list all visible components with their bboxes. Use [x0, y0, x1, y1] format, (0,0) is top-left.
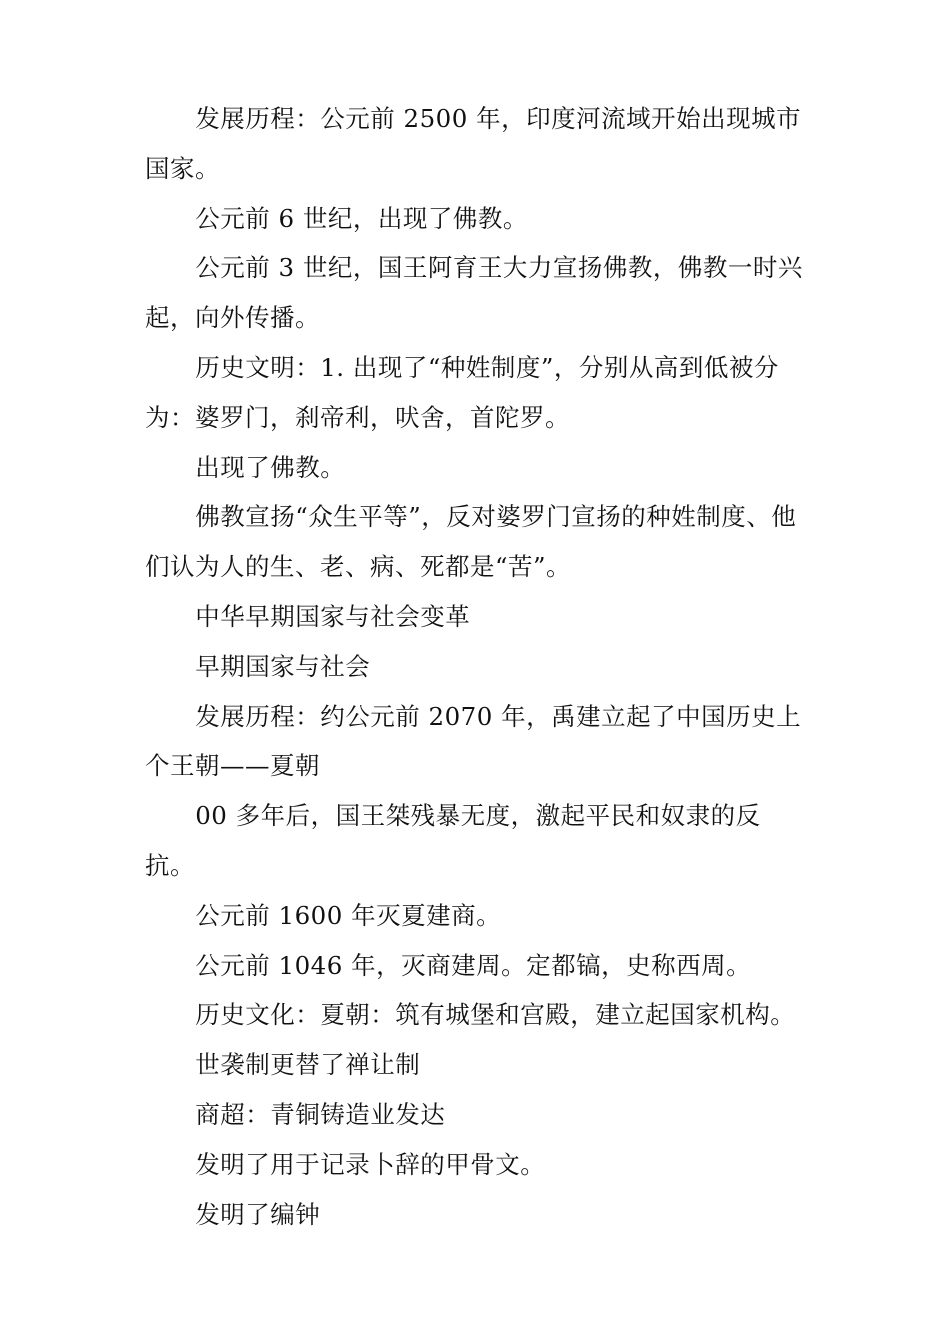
paragraph: 公元前 1046 年，灭商建周。定都镐，史称西周。	[195, 950, 752, 980]
document-body	[145, 94, 810, 1239]
paragraph: 佛教宣扬“众生平等”，反对婆罗门宣扬的种姓制度、他们认为人的生、老、病、死都是“苦”。	[145, 502, 797, 582]
paragraph: 00 多年后，国王桀残暴无度，激起平民和奴隶的反抗。	[145, 801, 761, 880]
paragraph: 出现了佛教。	[195, 452, 346, 482]
paragraph: 历史文化：夏朝：筑有城堡和宫殿，建立起国家机构。	[195, 1000, 796, 1030]
section-heading: 中华早期国家与社会变革	[195, 601, 471, 631]
paragraph: 发展历程：公元前 2500 年，印度河流域开始出现城市国家。	[145, 104, 802, 183]
paragraph: 世袭制更替了禅让制	[195, 1050, 421, 1080]
paragraph: 发明了编钟	[195, 1199, 321, 1229]
paragraph: 公元前 1600 年灭夏建商。	[195, 900, 502, 930]
subsection-heading: 早期国家与社会	[195, 651, 371, 681]
paragraph: 发明了用于记录卜辞的甲骨文。	[195, 1149, 546, 1179]
paragraph: 公元前 3 世纪，国王阿育王大力宣扬佛教，佛教一时兴起，向外传播。	[145, 253, 803, 333]
paragraph: 发展历程：约公元前 2070 年，禹建立起了中国历史上个王朝——夏朝	[145, 701, 802, 781]
paragraph: 商超：青铜铸造业发达	[195, 1099, 446, 1129]
paragraph: 公元前 6 世纪，出现了佛教。	[195, 203, 528, 233]
paragraph: 历史文明：1. 出现了“种姓制度”，分别从高到低被分为：婆罗门，刹帝利，吠舍，首陀罗。	[145, 352, 779, 432]
